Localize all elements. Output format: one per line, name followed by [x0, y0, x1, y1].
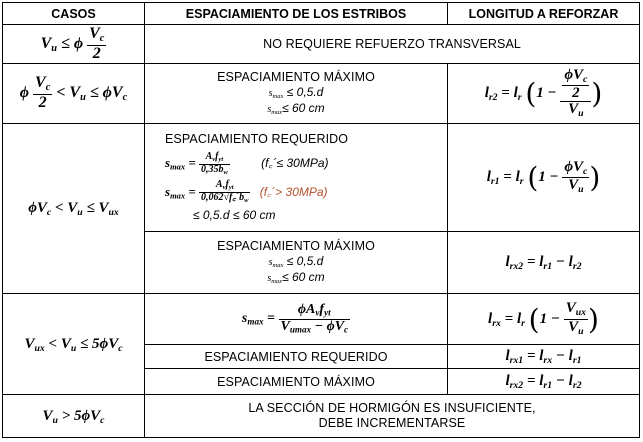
smax-limit-3b: ≤ 60 cm	[282, 270, 325, 285]
case-5: $V_u > 5\phi V_c$	[3, 395, 145, 438]
seccion-insuficiente-line1: LA SECCIÓN DE HORMIGÓN ES INSUFICIENTE,	[248, 400, 536, 415]
condicion-fc-1: (f꜀´≤ 30MPa)	[261, 156, 329, 171]
header-espaciamiento: ESPACIAMIENTO DE LOS ESTRIBOS	[145, 3, 448, 25]
case-3: $\phi V_c < V_u \le V_{ux}$	[3, 124, 145, 294]
longitud-lrx: $l_{rx} = l_r$ (1 − $\frac{V_{ux}}{V_u}$ )	[448, 294, 640, 345]
smax-limit-2: ≤ 60 cm	[282, 101, 325, 116]
case-2: ϕ $\frac{V_c}{2}$ < $V_u \le \phi V_c$	[3, 63, 145, 124]
no-refuerzo-text: NO REQUIERE REFUERZO TRANSVERSAL	[145, 25, 640, 63]
header-longitud: LONGITUD A REFORZAR	[448, 3, 640, 25]
condicion-fc-2: (f꜀´> 30MPa)	[259, 184, 328, 199]
espaciamiento-requerido-4: ESPACIAMIENTO REQUERIDO	[145, 344, 448, 368]
case-1: $V_u \le \phi$ $\frac{V_c}{2}$	[3, 25, 145, 63]
design-table	[2, 2, 640, 438]
longitud-lr2: $l_{r2} = l_r$ (1 − $\frac{\frac{\phi V_c}{2}}{V_u}$ )	[448, 63, 640, 124]
longitud-lrx1: $l_{rx1} = l_{rx} - l_{r1}$	[448, 344, 640, 368]
espaciamiento-maximo-4: ESPACIAMIENTO MÁXIMO	[145, 369, 448, 395]
smax-limit-1: ≤ 0,5.d	[286, 85, 324, 100]
espaciamiento-maximo-2: ESPACIAMIENTO MÁXIMO $s_{max} \le 0,5.d$ $s_{max}\le 60$ cm	[145, 63, 448, 124]
longitud-lrx2-b: $l_{rx2} = l_{r1} - l_{r2}$	[448, 369, 640, 395]
espaciamiento-requerido-3: ESPACIAMIENTO REQUERIDO $s_{max}$ = $\frac{A_vf_{yt}}{0,35b_w}$ (f꜀´≤ 30MPa) $s_{max}$ = $\frac{A_vf_{yt}}{0,062√f꜀´b_w}$ (f꜀´> 30MPa) ≤ 0,5.d ≤ 60 cm	[145, 124, 448, 231]
seccion-insuficiente	[145, 395, 640, 438]
longitud-lrx2-a: $l_{rx2} = l_{r1} - l_{r2}$	[448, 231, 640, 294]
longitud-lr1: $l_{r1} = l_r$ (1 − $\frac{\phi V_c}{V_u}$ )	[448, 124, 640, 231]
espaciamiento-maximo-3: ESPACIAMIENTO MÁXIMO $s_{max} \le 0,5.d$ $s_{max}\le 60$ cm	[145, 231, 448, 294]
smax-limit-3a: ≤ 0,5.d	[286, 254, 324, 269]
seccion-insuficiente-line2: DEBE INCREMENTARSE	[318, 416, 466, 431]
case-4: $V_{ux} < V_u \le 5\phi V_c$	[3, 294, 145, 395]
smax-formula-4: $s_{max}$ = $\frac{\phi A_vf_{yt}}{V_{umax} - \phi V_c}$	[145, 294, 448, 345]
espaciamiento-requerido-title: ESPACIAMIENTO REQUERIDO	[165, 132, 349, 147]
espaciamiento-maximo-title: ESPACIAMIENTO MÁXIMO	[217, 69, 375, 84]
limit-3: ≤ 0,5.d ≤ 60 cm	[193, 207, 276, 222]
espaciamiento-maximo-title-3: ESPACIAMIENTO MÁXIMO	[217, 238, 375, 253]
header-casos: CASOS	[3, 3, 145, 25]
